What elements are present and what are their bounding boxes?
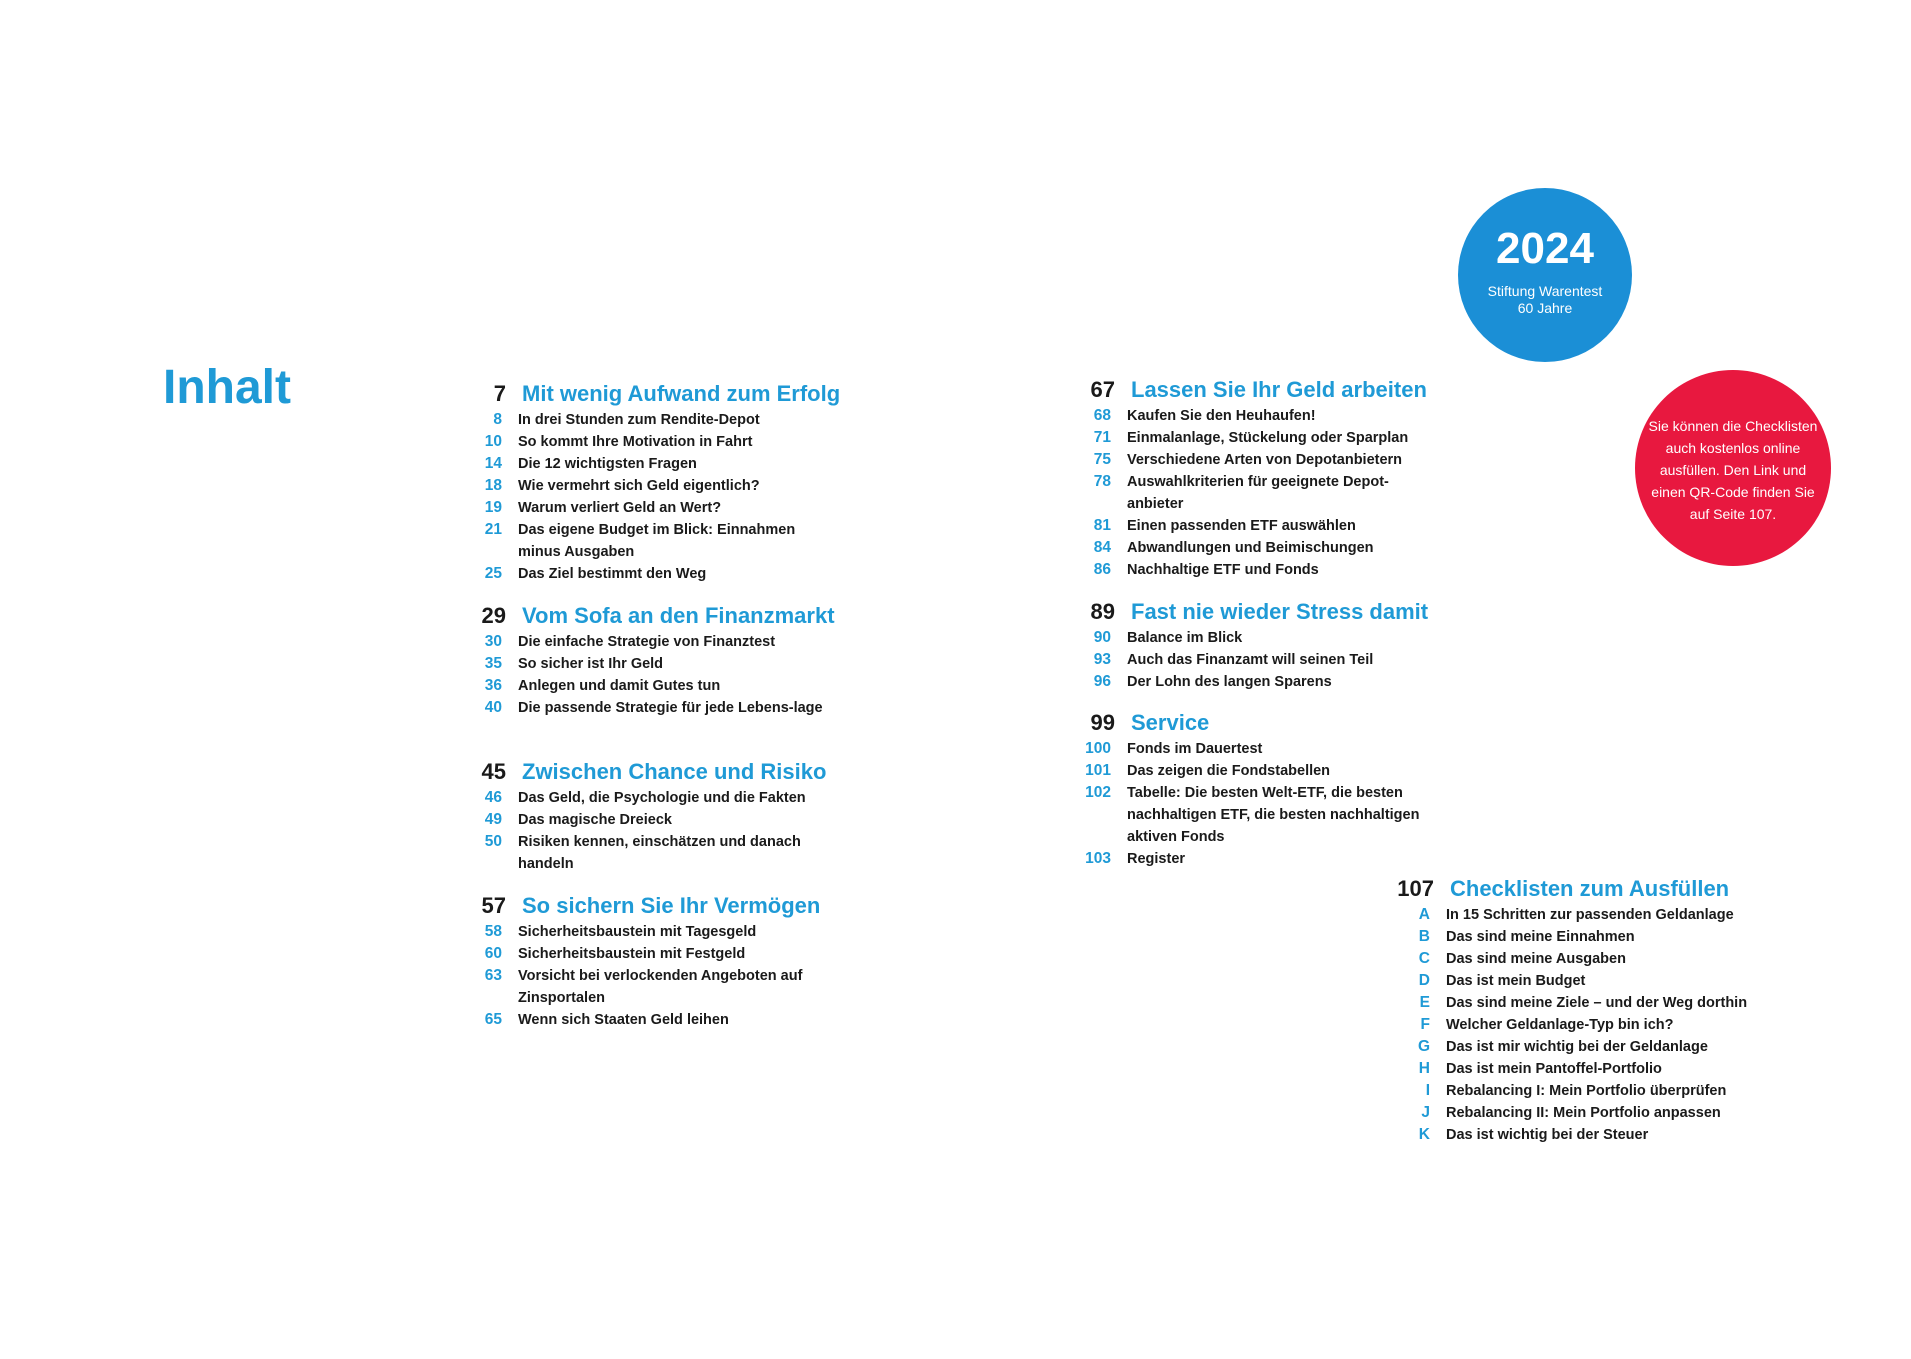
entry-page-number: 19 [484, 499, 502, 516]
toc-entry[interactable] [466, 653, 835, 675]
section-entry-list [1394, 904, 1756, 1146]
toc-section [1075, 710, 1437, 870]
entry-title: Wenn sich Staaten Geld leihen [518, 1012, 729, 1028]
toc-section [466, 381, 840, 585]
entry-title: Die einfache Strategie von Finanztest [518, 634, 776, 650]
badge-year: 2024 [1496, 224, 1594, 273]
entry-title: Abwandlungen und Beimischungen [1127, 540, 1374, 556]
entry-page-number: 35 [484, 655, 502, 672]
toc-entry[interactable] [1075, 515, 1437, 537]
badge-subtitle-line2: 60 Jahre [1517, 300, 1573, 316]
entry-page-number: 68 [1093, 407, 1111, 424]
entry-title: Das ist mein Budget [1446, 973, 1586, 989]
entry-page-number: H [1418, 1060, 1430, 1077]
checklist-online-badge [1635, 370, 1831, 566]
badge-subtitle-line1: Stiftung Warentest [1487, 283, 1603, 299]
entry-title: Die 12 wichtigsten Fragen [518, 456, 697, 472]
section-title: Mit wenig Aufwand zum Erfolg [522, 381, 841, 406]
entry-page-number: K [1418, 1126, 1430, 1143]
toc-entry[interactable] [466, 431, 840, 453]
section-page-number: 45 [481, 759, 506, 784]
entry-page-number: 93 [1093, 651, 1111, 668]
section-page-number: 29 [481, 603, 506, 628]
toc-entry[interactable] [466, 409, 840, 431]
entry-title: Tabelle: Die besten Welt-ETF, die besten nachhaltigen ETF, die besten nachhaltigen aktiven Fonds [1127, 785, 1420, 845]
entry-title: Rebalancing II: Mein Portfolio anpassen [1446, 1105, 1721, 1121]
entry-title: Das ist mir wichtig bei der Geldanlage [1446, 1039, 1708, 1055]
entry-page-number: A [1418, 906, 1430, 923]
section-title: Lassen Sie Ihr Geld arbeiten [1131, 377, 1427, 402]
toc-entry[interactable] [466, 675, 835, 697]
toc-entry[interactable] [1075, 782, 1437, 848]
toc-entry[interactable] [1075, 471, 1437, 515]
toc-entry[interactable] [466, 809, 828, 831]
entry-page-number: B [1418, 928, 1430, 945]
entry-title: Fonds im Dauertest [1127, 741, 1263, 757]
toc-entry[interactable] [1394, 1124, 1756, 1146]
entry-title: In 15 Schritten zur passenden Geldanlage [1446, 907, 1734, 923]
page-title: Inhalt [163, 361, 291, 414]
toc-entry[interactable] [1075, 427, 1437, 449]
entry-title: Auch das Finanzamt will seinen Teil [1127, 652, 1374, 668]
entry-page-number: E [1419, 994, 1430, 1011]
section-page-number: 7 [493, 381, 506, 406]
entry-title: Das sind meine Einnahmen [1446, 929, 1635, 945]
section-page-number: 89 [1090, 599, 1115, 624]
toc-entry[interactable] [1394, 1036, 1756, 1058]
entry-page-number: C [1418, 950, 1430, 967]
section-title: Vom Sofa an den Finanzmarkt [522, 603, 835, 628]
toc-entry[interactable] [466, 697, 835, 719]
checklist-online-note: Sie können die Checklisten auch kostenlos online ausfüllen. Den Link und einen QR-Code finden Sie auf Seite 107. [1648, 418, 1818, 522]
toc-entry[interactable] [1075, 671, 1437, 693]
entry-title: Die passende Strategie für jede Lebens-lage [518, 700, 823, 716]
toc-section [466, 893, 828, 1031]
section-page-number: 107 [1397, 876, 1434, 901]
toc-section [1394, 876, 1756, 1146]
section-title: Zwischen Chance und Risiko [522, 759, 827, 784]
toc-section [1075, 377, 1437, 581]
entry-title: Kaufen Sie den Heuhaufen! [1127, 408, 1316, 424]
entry-page-number: 96 [1093, 673, 1111, 690]
section-title: Checklisten zum Ausfüllen [1450, 876, 1730, 901]
entry-page-number: 60 [484, 945, 502, 962]
entry-page-number: 18 [484, 477, 502, 494]
section-title: Service [1131, 710, 1210, 735]
entry-page-number: J [1421, 1104, 1430, 1121]
entry-title: Das eigene Budget im Blick: Einnahmen minus Ausgaben [518, 522, 796, 560]
toc-entry[interactable] [466, 831, 828, 875]
entry-title: Das Ziel bestimmt den Weg [518, 566, 707, 582]
section-page-number: 57 [481, 893, 506, 918]
toc-entry[interactable] [1075, 405, 1437, 427]
entry-page-number: 102 [1085, 784, 1111, 801]
entry-page-number: 86 [1093, 561, 1111, 578]
entry-title: Einmalanlage, Stückelung oder Sparplan [1127, 430, 1409, 446]
toc-entry[interactable] [1394, 970, 1756, 992]
entry-page-number: 21 [484, 521, 502, 538]
entry-page-number: 46 [484, 789, 502, 806]
toc-section [466, 603, 835, 719]
entry-title: Balance im Blick [1127, 630, 1243, 646]
entry-title: Warum verliert Geld an Wert? [518, 500, 722, 516]
entry-page-number: 30 [484, 633, 502, 650]
entry-title: Das sind meine Ziele – und der Weg dorthin [1446, 995, 1748, 1011]
entry-page-number: 75 [1093, 451, 1111, 468]
entry-page-number: 36 [484, 677, 502, 694]
entry-page-number: 78 [1093, 473, 1111, 490]
toc-entry[interactable] [1394, 948, 1756, 970]
entry-page-number: D [1418, 972, 1430, 989]
section-heading[interactable] [466, 759, 828, 787]
entry-title: Das sind meine Ausgaben [1446, 951, 1626, 967]
entry-page-number: 90 [1093, 629, 1111, 646]
entry-title: Einen passenden ETF auswählen [1127, 518, 1356, 534]
entry-page-number: 100 [1085, 740, 1111, 757]
section-entry-list [466, 787, 828, 875]
toc-entry[interactable] [466, 1009, 828, 1031]
section-title: So sichern Sie Ihr Vermögen [522, 893, 821, 918]
section-heading[interactable] [1075, 599, 1437, 627]
toc-entry[interactable] [466, 965, 828, 1009]
toc-entry[interactable] [466, 921, 828, 943]
entry-title: Das magische Dreieck [518, 812, 672, 828]
entry-title: Wie vermehrt sich Geld eigentlich? [518, 478, 760, 494]
badge-subtitle [1488, 283, 1603, 317]
entry-page-number: F [1420, 1016, 1430, 1033]
anniversary-badge [1458, 188, 1632, 362]
toc-entry[interactable] [466, 453, 840, 475]
toc-entry[interactable] [466, 631, 835, 653]
entry-title: Das Geld, die Psychologie und die Fakten [518, 790, 806, 806]
entry-title: Welcher Geldanlage-Typ bin ich? [1446, 1017, 1674, 1033]
section-heading[interactable] [466, 603, 835, 631]
entry-page-number: I [1425, 1082, 1430, 1099]
toc-entry[interactable] [1075, 627, 1437, 649]
toc-entry[interactable] [466, 787, 828, 809]
section-heading[interactable] [466, 381, 840, 409]
entry-page-number: 71 [1093, 429, 1111, 446]
entry-title: Vorsicht bei verlockenden Angeboten auf Zinsportalen [518, 968, 803, 1006]
toc-entry[interactable] [466, 563, 840, 585]
entry-title: Sicherheitsbaustein mit Tagesgeld [518, 924, 757, 940]
section-heading[interactable] [1394, 876, 1756, 904]
entry-page-number: 49 [484, 811, 502, 828]
entry-title: Verschiedene Arten von Depotanbietern [1127, 452, 1403, 468]
entry-title: Der Lohn des langen Sparens [1127, 674, 1332, 690]
toc-entry[interactable] [1075, 649, 1437, 671]
entry-page-number: 103 [1085, 850, 1111, 867]
toc-entry[interactable] [1075, 848, 1437, 870]
section-title: Fast nie wieder Stress damit [1131, 599, 1429, 624]
entry-page-number: 40 [484, 699, 502, 716]
entry-page-number: 101 [1085, 762, 1111, 779]
toc-entry[interactable] [1394, 904, 1756, 926]
entry-title: Rebalancing I: Mein Portfolio überprüfen [1446, 1083, 1727, 1099]
entry-page-number: 8 [493, 411, 502, 428]
toc-entry[interactable] [466, 519, 840, 563]
toc-section [466, 759, 828, 875]
toc-entry[interactable] [466, 943, 828, 965]
toc-entry[interactable] [1394, 1102, 1756, 1124]
toc-entry[interactable] [1075, 537, 1437, 559]
entry-page-number: 25 [484, 565, 502, 582]
section-entry-list [1075, 405, 1437, 581]
toc-entry[interactable] [1075, 738, 1437, 760]
entry-page-number: 10 [484, 433, 502, 450]
entry-page-number: 81 [1093, 517, 1111, 534]
entry-page-number: 14 [484, 455, 502, 472]
entry-title: Das zeigen die Fondstabellen [1127, 763, 1331, 779]
toc-entry[interactable] [1394, 992, 1756, 1014]
entry-title: Nachhaltige ETF und Fonds [1127, 562, 1319, 578]
entry-title: Register [1127, 851, 1186, 867]
entry-title: So sicher ist Ihr Geld [518, 656, 664, 672]
section-entry-list [466, 409, 840, 585]
section-page-number: 99 [1090, 710, 1115, 735]
entry-title: Sicherheitsbaustein mit Festgeld [518, 946, 746, 962]
toc-entry[interactable] [1394, 1080, 1756, 1102]
entry-title: So kommt Ihre Motivation in Fahrt [518, 434, 753, 450]
toc-section [1075, 599, 1437, 693]
entry-page-number: G [1417, 1038, 1430, 1055]
toc-entry[interactable] [1075, 760, 1437, 782]
entry-page-number: 50 [484, 833, 502, 850]
section-entry-list [466, 631, 835, 719]
section-page-number: 67 [1090, 377, 1115, 402]
entry-page-number: 63 [484, 967, 502, 984]
entry-title: In drei Stunden zum Rendite-Depot [518, 412, 760, 428]
toc-entry[interactable] [466, 475, 840, 497]
entry-page-number: 84 [1093, 539, 1111, 556]
entry-title: Das ist mein Pantoffel-Portfolio [1446, 1061, 1662, 1077]
section-entry-list [1075, 738, 1437, 870]
toc-entry[interactable] [1394, 926, 1756, 948]
entry-page-number: 65 [484, 1011, 502, 1028]
section-heading[interactable] [1075, 377, 1437, 405]
toc-entry[interactable] [1394, 1058, 1756, 1080]
section-entry-list [466, 921, 828, 1031]
entry-page-number: 58 [484, 923, 502, 940]
toc-entry[interactable] [466, 497, 840, 519]
entry-title: Anlegen und damit Gutes tun [518, 678, 721, 694]
entry-title: Risiken kennen, einschätzen und danach handeln [518, 834, 801, 872]
toc-entry[interactable] [1075, 449, 1437, 471]
entry-title: Auswahlkriterien für geeignete Depot-anbieter [1127, 474, 1389, 512]
entry-title: Das ist wichtig bei der Steuer [1446, 1127, 1649, 1143]
section-heading[interactable] [466, 893, 828, 921]
section-entry-list [1075, 627, 1437, 693]
toc-entry[interactable] [1075, 559, 1437, 581]
toc-entry[interactable] [1394, 1014, 1756, 1036]
section-heading[interactable] [1075, 710, 1437, 738]
